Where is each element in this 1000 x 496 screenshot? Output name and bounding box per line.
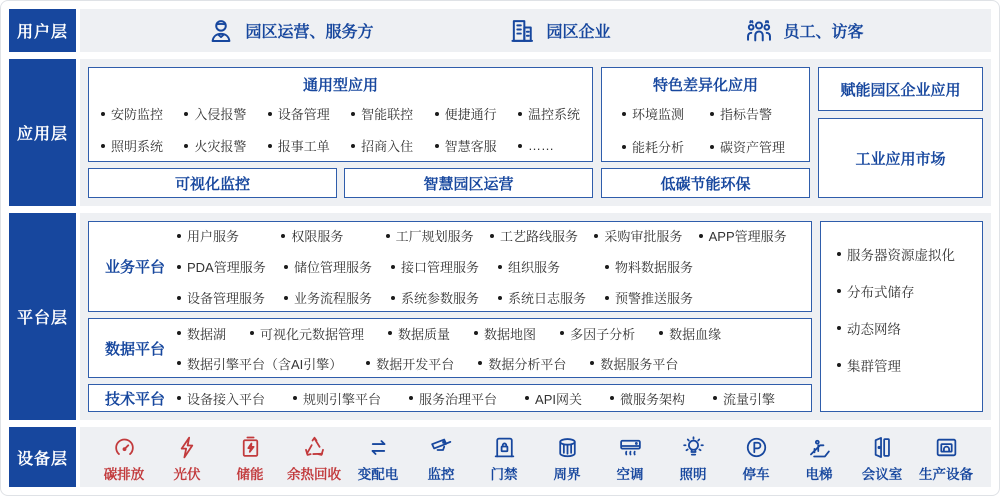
infrastructure-item: 动态网络 (837, 318, 976, 338)
platform-item: 可视化元数据管理 (250, 324, 364, 343)
platform-item: 权限服务 (281, 226, 385, 245)
device-item (98, 435, 150, 483)
featured-apps-column (601, 67, 810, 198)
platform-item: 设备接入平台 (177, 389, 265, 408)
bullet-dot (659, 331, 663, 335)
platform-item: 数据开发平台 (366, 354, 454, 373)
bullet-dot (837, 252, 841, 256)
platform-item-row (177, 288, 803, 307)
bullet-dot (710, 145, 714, 149)
gauge-icon (112, 435, 137, 460)
battery-bolt-icon (238, 435, 263, 460)
device-layer-label: 设备层 (9, 427, 76, 487)
device-label: 周界 (553, 467, 581, 482)
user-group (508, 17, 610, 45)
bullet-dot (435, 112, 439, 116)
app-item: 招商入住 (351, 136, 413, 155)
bullet-dot (268, 144, 272, 148)
meeting-room-icon (870, 435, 895, 460)
app-item: …… (518, 136, 580, 155)
device-label: 光伏 (173, 467, 201, 482)
cctv-camera-icon (429, 435, 454, 460)
platform-item: 储位管理服务 (284, 257, 391, 276)
platform-layer-row (9, 213, 991, 420)
bullet-dot (177, 331, 181, 335)
infrastructure-item: 分布式储存 (837, 281, 976, 301)
bullet-dot (498, 265, 502, 269)
platform-item: 工厂规划服务 (386, 226, 490, 245)
device-item (224, 435, 276, 483)
bullet-dot (388, 331, 392, 335)
platform-item-row (177, 389, 803, 408)
platform-layer-label: 平台层 (9, 213, 76, 420)
air-conditioner-icon (618, 435, 643, 460)
device-label: 变配电 (357, 467, 399, 482)
user-layer-band (80, 9, 991, 52)
application-layer-row (9, 59, 991, 206)
bullet-dot (605, 265, 609, 269)
platform-item: 数据引擎平台（含AI引擎） (177, 354, 342, 373)
infrastructure-box (820, 221, 983, 412)
bullet-dot (605, 296, 609, 300)
device-label: 余热回收 (287, 467, 341, 482)
operator-icon (207, 17, 235, 45)
device-item (415, 435, 467, 483)
bullet-dot (710, 112, 714, 116)
bullet-dot (713, 396, 717, 400)
general-apps-title: 通用型应用 (302, 77, 378, 94)
platform-item: 数据质量 (388, 324, 450, 343)
device-label: 储能 (236, 467, 264, 482)
app-item: 环境监测 (622, 104, 684, 123)
platform-item: 工艺路线服务 (490, 226, 594, 245)
device-label: 生产设备 (919, 467, 973, 482)
user-group-label: 员工、访客 (783, 24, 864, 41)
general-apps-grid (99, 102, 582, 155)
app-item: 智能联控 (351, 104, 413, 123)
platform-item: 采购审批服务 (594, 226, 698, 245)
banner-smart-park-operation: 智慧园区运营 (344, 168, 593, 198)
device-label: 监控 (427, 467, 455, 482)
platform-item: 物料数据服务 (605, 257, 712, 276)
platform-item: 微服务架构 (610, 389, 685, 408)
bullet-dot (518, 112, 522, 116)
platform-item: 数据地图 (474, 324, 536, 343)
bullet-dot (366, 361, 370, 365)
bullet-dot (177, 396, 181, 400)
platform-layer-band (80, 213, 991, 420)
bullet-dot (478, 361, 482, 365)
light-bulb-icon (681, 435, 706, 460)
bullet-dot (837, 363, 841, 367)
production-machine-icon (934, 435, 959, 460)
bullet-dot (590, 361, 594, 365)
device-label: 照明 (679, 467, 707, 482)
people-icon (745, 17, 773, 45)
platform-section-name: 业务平台 (104, 259, 165, 276)
bullet-dot (560, 331, 564, 335)
platform-item: API网关 (525, 389, 582, 408)
bullet-dot (610, 396, 614, 400)
bullet-dot (177, 296, 181, 300)
general-apps-box (88, 67, 593, 162)
user-group-label: 园区运营、服务方 (245, 24, 374, 41)
device-item (919, 435, 973, 483)
platform-item: PDA管理服务 (177, 257, 284, 276)
bullet-dot (281, 234, 285, 238)
bullet-dot (284, 296, 288, 300)
infrastructure-item: 集群管理 (837, 355, 976, 375)
platform-item: 用户服务 (177, 226, 281, 245)
perimeter-drum-icon (555, 435, 580, 460)
bullet-dot (622, 112, 626, 116)
device-layer-row (9, 427, 991, 487)
app-item: 报事工单 (268, 136, 330, 155)
recycle-icon (302, 435, 327, 460)
bullet-dot (837, 326, 841, 330)
platform-item-row (177, 257, 803, 276)
device-label: 空调 (616, 467, 644, 482)
bullet-dot (518, 144, 522, 148)
device-label: 停车 (742, 467, 770, 482)
platform-section (88, 318, 812, 378)
user-group (207, 17, 373, 45)
bullet-dot (474, 331, 478, 335)
bullet-dot (391, 265, 395, 269)
platform-item: 数据服务平台 (590, 354, 678, 373)
platform-item-row (177, 354, 803, 373)
bullet-dot (101, 112, 105, 116)
device-item (604, 435, 656, 483)
device-label: 电梯 (805, 467, 833, 482)
platform-item: 系统参数服务 (391, 288, 498, 307)
bullet-dot (386, 234, 390, 238)
platform-section (88, 221, 812, 312)
platform-item: 组织服务 (498, 257, 605, 276)
device-item (667, 435, 719, 483)
bullet-dot (699, 234, 703, 238)
industrial-app-market-box: 工业应用市场 (818, 118, 983, 198)
platform-sections (88, 221, 812, 412)
platform-item: 接口管理服务 (391, 257, 498, 276)
bullet-dot (177, 361, 181, 365)
platform-item: APP管理服务 (699, 226, 803, 245)
low-carbon-banner-row (601, 168, 810, 198)
bullet-dot (268, 112, 272, 116)
bullet-dot (391, 296, 395, 300)
infrastructure-item: 服务器资源虚拟化 (837, 244, 976, 264)
app-item: 安防监控 (101, 104, 163, 123)
enterprise-apps-column (818, 67, 983, 198)
device-item (352, 435, 404, 483)
user-layer-label: 用户层 (9, 9, 76, 52)
platform-item: 流量引擎 (713, 389, 775, 408)
bullet-dot (250, 331, 254, 335)
bullet-dot (837, 289, 841, 293)
bullet-dot (184, 144, 188, 148)
general-apps-column (88, 67, 593, 198)
bolt-icon (175, 435, 200, 460)
device-label: 碳排放 (103, 467, 145, 482)
escalator-icon (807, 435, 832, 460)
app-item: 火灾报警 (184, 136, 246, 155)
app-item: 智慧客服 (435, 136, 497, 155)
device-item (856, 435, 908, 483)
featured-apps-box (601, 67, 810, 162)
transfer-arrows-icon (366, 435, 391, 460)
platform-item: 数据血缘 (659, 324, 721, 343)
bullet-dot (293, 396, 297, 400)
application-layer-band (80, 59, 991, 206)
platform-item: 多因子分析 (560, 324, 635, 343)
banner-visual-monitoring: 可视化监控 (88, 168, 337, 198)
bullet-dot (525, 396, 529, 400)
app-item: 照明系统 (101, 136, 163, 155)
bullet-dot (435, 144, 439, 148)
bullet-dot (409, 396, 413, 400)
device-item (161, 435, 213, 483)
device-item (478, 435, 530, 483)
platform-item: 服务治理平台 (409, 389, 497, 408)
user-layer-row (9, 9, 991, 52)
platform-item: 规则引擎平台 (293, 389, 381, 408)
app-item: 温控系统 (518, 104, 580, 123)
featured-apps-title: 特色差异化应用 (652, 77, 758, 94)
bullet-dot (498, 296, 502, 300)
device-label: 门禁 (490, 467, 518, 482)
bullet-dot (177, 234, 181, 238)
device-item (541, 435, 593, 483)
bullet-dot (177, 265, 181, 269)
bullet-dot (622, 145, 626, 149)
featured-apps-grid (612, 102, 799, 156)
user-group (745, 17, 863, 45)
platform-item: 数据湖 (177, 324, 226, 343)
app-item: 能耗分析 (622, 137, 684, 156)
device-item (730, 435, 782, 483)
bullet-dot (490, 234, 494, 238)
platform-item: 数据分析平台 (478, 354, 566, 373)
parking-icon (744, 435, 769, 460)
app-item: 便捷通行 (435, 104, 497, 123)
device-label: 会议室 (861, 467, 903, 482)
platform-section (88, 384, 812, 412)
bullet-dot (594, 234, 598, 238)
app-item: 设备管理 (268, 104, 330, 123)
platform-section-name: 数据平台 (104, 340, 165, 358)
platform-item: 系统日志服务 (498, 288, 605, 307)
app-banner-row (88, 168, 593, 198)
bullet-dot (284, 265, 288, 269)
building-icon (508, 17, 536, 45)
platform-item: 预警推送服务 (605, 288, 712, 307)
bullet-dot (351, 144, 355, 148)
platform-item-row (177, 324, 803, 343)
device-item (287, 435, 341, 483)
platform-section-name: 技术平台 (104, 390, 165, 408)
platform-item-row (177, 226, 803, 245)
bullet-dot (351, 112, 355, 116)
bullet-dot (101, 144, 105, 148)
banner-low-carbon: 低碳节能环保 (601, 168, 810, 198)
device-item (793, 435, 845, 483)
empower-enterprise-apps-box: 赋能园区企业应用 (818, 67, 983, 111)
platform-item: 设备管理服务 (177, 288, 284, 307)
device-layer-band (80, 427, 991, 487)
application-layer-label: 应用层 (9, 59, 76, 206)
app-item: 碳资产管理 (710, 137, 785, 156)
bullet-dot (184, 112, 188, 116)
door-lock-icon (492, 435, 517, 460)
platform-item: 业务流程服务 (284, 288, 391, 307)
user-group-label: 园区企业 (546, 24, 611, 41)
app-item: 指标告警 (710, 104, 785, 123)
app-item: 入侵报警 (184, 104, 246, 123)
